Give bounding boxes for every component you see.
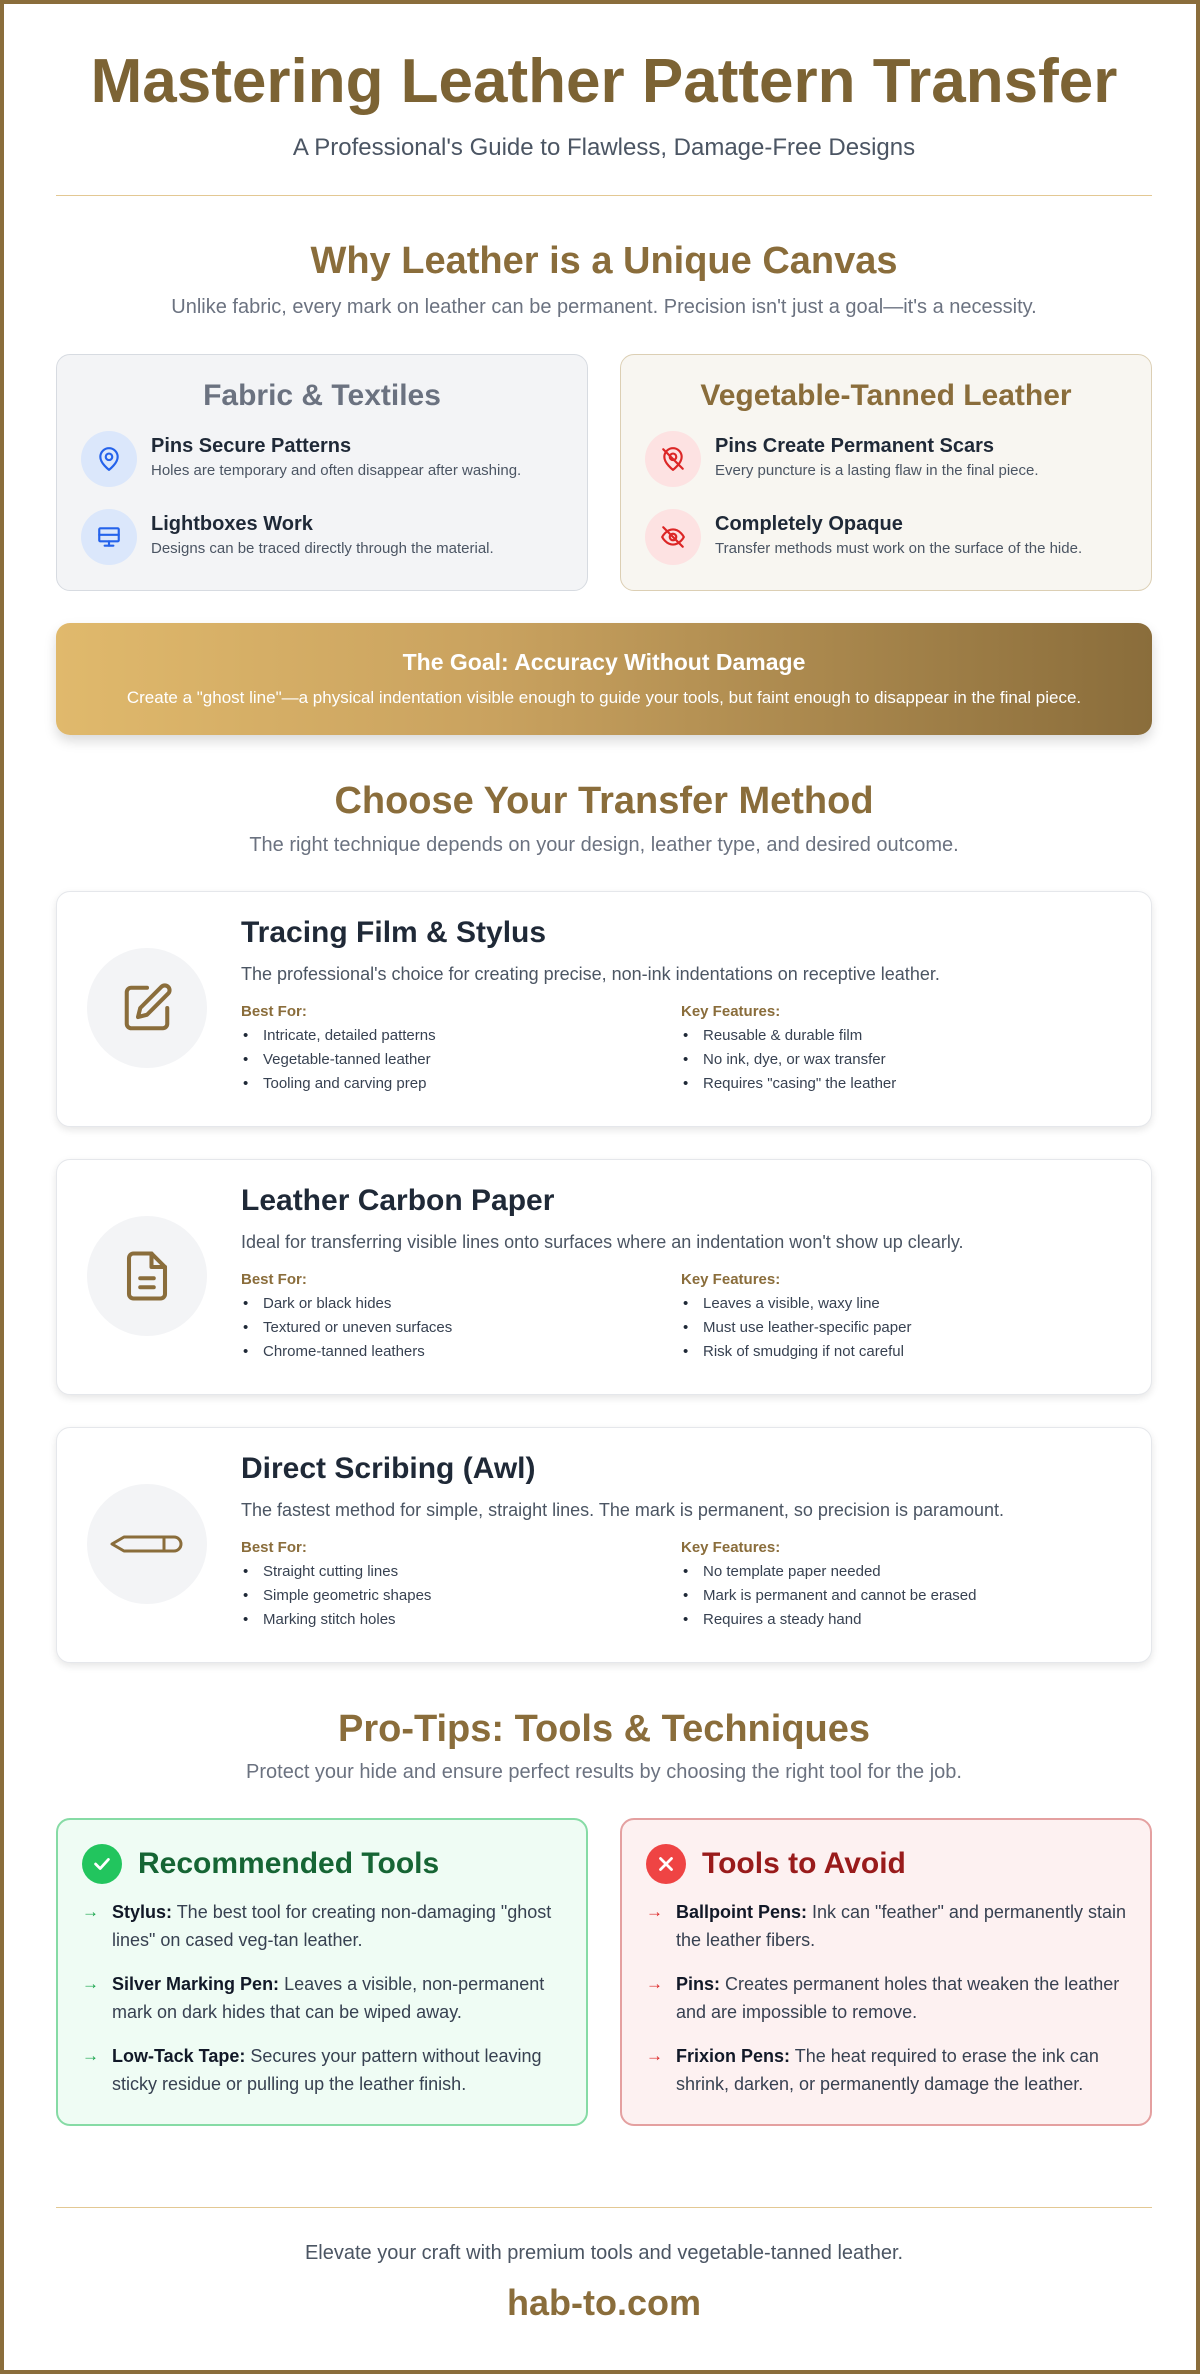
leather-item-title: Pins Create Permanent Scars	[715, 435, 995, 457]
tool-note: Secures your pattern without leaving sticky residue or pulling up the leather finish.	[112, 2046, 542, 2094]
goal-text: Create a "ghost line"—a physical indentation visible enough to guide your tools, but faint enough to disappear in the final piece.	[126, 688, 1082, 707]
list-item: • No template paper needed	[681, 1560, 1121, 1584]
tool-name: Pins:	[676, 1974, 721, 1994]
footer-divider	[56, 2207, 1152, 2208]
tool-name: Low-Tack Tape:	[112, 2046, 246, 2066]
list-item: • Marking stitch holes	[241, 1608, 681, 1632]
fabric-item-text: Designs can be traced directly through the material.	[151, 540, 494, 557]
page-subtitle: A Professional's Guide to Flawless, Damage-Free Designs	[292, 134, 916, 161]
method-description: The fastest method for simple, straight lines. The mark is permanent, so precision is paramount.	[241, 1500, 1005, 1520]
best-for-list	[241, 1539, 681, 1632]
key-features-label: Key Features:	[681, 1003, 781, 1020]
why-section-title: Why Leather is a Unique Canvas	[310, 240, 898, 282]
list-item: • Requires a steady hand	[681, 1608, 1121, 1632]
leather-item	[645, 431, 1127, 487]
key-features-label: Key Features:	[681, 1539, 781, 1556]
list-item	[82, 2042, 562, 2098]
arrow-right-icon: →	[82, 2046, 99, 2065]
arrow-right-icon: →	[646, 1902, 663, 1921]
list-item: • No ink, dye, or wax transfer	[681, 1048, 1121, 1072]
tool-note: Creates permanent holes that weaken the leather and are impossible to remove.	[676, 1974, 1120, 2022]
tools-to-avoid-card	[620, 1818, 1152, 2126]
map-pin-icon	[81, 431, 137, 487]
method-card	[56, 1427, 1152, 1663]
tips-section-title: Pro-Tips: Tools & Techniques	[337, 1708, 871, 1750]
leather-card	[620, 354, 1152, 591]
lightbox-icon	[81, 509, 137, 565]
tool-name: Silver Marking Pen:	[112, 1974, 280, 1994]
method-description: Ideal for transferring visible lines onto surfaces where an indentation won't show up clearly.	[241, 1232, 964, 1252]
list-item: • Must use leather-specific paper	[681, 1316, 1121, 1340]
page-title: Mastering Leather Pattern Transfer	[90, 47, 1118, 116]
list-item	[646, 1898, 1126, 1954]
list-item: • Requires "casing" the leather	[681, 1072, 1121, 1096]
fabric-item	[81, 509, 563, 565]
document-icon	[87, 1216, 207, 1336]
method-card	[56, 1159, 1152, 1395]
arrow-right-icon: →	[82, 1974, 99, 1993]
footer-brand[interactable]: hab-to.com	[507, 2282, 701, 2323]
list-item: • Mark is permanent and cannot be erased	[681, 1584, 1121, 1608]
arrow-right-icon: →	[82, 1902, 99, 1921]
list-item	[646, 1970, 1126, 2026]
recommended-tools-title: Recommended Tools	[138, 1847, 440, 1880]
tool-note: The best tool for creating non-damaging "ghost lines" on cased veg-tan leather.	[112, 1902, 552, 1950]
method-title: Leather Carbon Paper	[241, 1184, 555, 1217]
list-item	[82, 1970, 562, 2026]
tool-name: Stylus:	[112, 1902, 173, 1922]
method-card	[56, 891, 1152, 1127]
fabric-item-text: Holes are temporary and often disappear after washing.	[151, 462, 522, 479]
fabric-item	[81, 431, 563, 487]
eye-off-icon	[645, 509, 701, 565]
list-item: • Intricate, detailed patterns	[241, 1024, 681, 1048]
best-for-label: Best For:	[241, 1539, 307, 1556]
leather-item-text: Transfer methods must work on the surface of the hide.	[715, 540, 1083, 557]
why-section-subtitle: Unlike fabric, every mark on leather can be permanent. Precision isn't just a goal—it's a necessity.	[171, 296, 1037, 318]
list-item: • Risk of smudging if not careful	[681, 1340, 1121, 1364]
list-item: • Leaves a visible, waxy line	[681, 1292, 1121, 1316]
method-title: Direct Scribing (Awl)	[241, 1452, 536, 1485]
fabric-card-title: Fabric & Textiles	[203, 379, 441, 412]
tool-note: Ink can "feather" and permanently stain the leather fibers.	[676, 1902, 1126, 1950]
arrow-right-icon: →	[646, 1974, 663, 1993]
best-for-label: Best For:	[241, 1003, 307, 1020]
x-icon	[646, 1844, 686, 1884]
goal-banner	[56, 623, 1152, 735]
key-features-list	[681, 1271, 1121, 1364]
footer-tagline: Elevate your craft with premium tools and vegetable-tanned leather.	[304, 2242, 904, 2264]
tool-name: Frixion Pens:	[676, 2046, 791, 2066]
header-divider	[56, 195, 1152, 196]
key-features-list	[681, 1003, 1121, 1096]
fabric-item-title: Lightboxes Work	[151, 513, 313, 535]
recommended-tools-card	[56, 1818, 588, 2126]
tools-to-avoid-title: Tools to Avoid	[702, 1847, 906, 1880]
list-item	[646, 2042, 1126, 2098]
list-item: • Tooling and carving prep	[241, 1072, 681, 1096]
method-title: Tracing Film & Stylus	[241, 916, 547, 949]
leather-item-title: Completely Opaque	[715, 513, 903, 535]
methods-section-title: Choose Your Transfer Method	[334, 780, 874, 822]
list-item: • Simple geometric shapes	[241, 1584, 681, 1608]
pencil-icon	[87, 948, 207, 1068]
methods-section-subtitle: The right technique depends on your design, leather type, and desired outcome.	[249, 834, 959, 856]
key-features-list	[681, 1539, 1121, 1632]
tool-note: The heat required to erase the ink can shrink, darken, or permanently damage the leather.	[676, 2046, 1099, 2094]
best-for-list	[241, 1003, 681, 1096]
list-item: • Reusable & durable film	[681, 1024, 1121, 1048]
list-item: • Straight cutting lines	[241, 1560, 681, 1584]
list-item: • Vegetable-tanned leather	[241, 1048, 681, 1072]
list-item: • Chrome-tanned leathers	[241, 1340, 681, 1364]
tool-note: Leaves a visible, non-permanent mark on dark hides that can be wiped away.	[112, 1974, 545, 2022]
list-item	[82, 1898, 562, 1954]
list-item: • Dark or black hides	[241, 1292, 681, 1316]
tips-section-subtitle: Protect your hide and ensure perfect results by choosing the right tool for the job.	[246, 1761, 962, 1783]
fabric-item-title: Pins Secure Patterns	[151, 435, 352, 457]
best-for-list	[241, 1271, 681, 1364]
tool-name: Ballpoint Pens:	[676, 1902, 808, 1922]
no-pin-icon	[645, 431, 701, 487]
leather-item-text: Every puncture is a lasting flaw in the final piece.	[715, 462, 1039, 479]
list-item: • Textured or uneven surfaces	[241, 1316, 681, 1340]
leather-item	[645, 509, 1127, 565]
leather-card-title: Vegetable-Tanned Leather	[700, 379, 1072, 412]
arrow-right-icon: →	[646, 2046, 663, 2065]
check-icon	[82, 1844, 122, 1884]
key-features-label: Key Features:	[681, 1271, 781, 1288]
best-for-label: Best For:	[241, 1271, 307, 1288]
method-description: The professional's choice for creating precise, non-ink indentations on receptive leather.	[241, 964, 940, 984]
fabric-card	[56, 354, 588, 591]
awl-icon	[87, 1484, 207, 1604]
goal-title: The Goal: Accuracy Without Damage	[402, 649, 806, 675]
